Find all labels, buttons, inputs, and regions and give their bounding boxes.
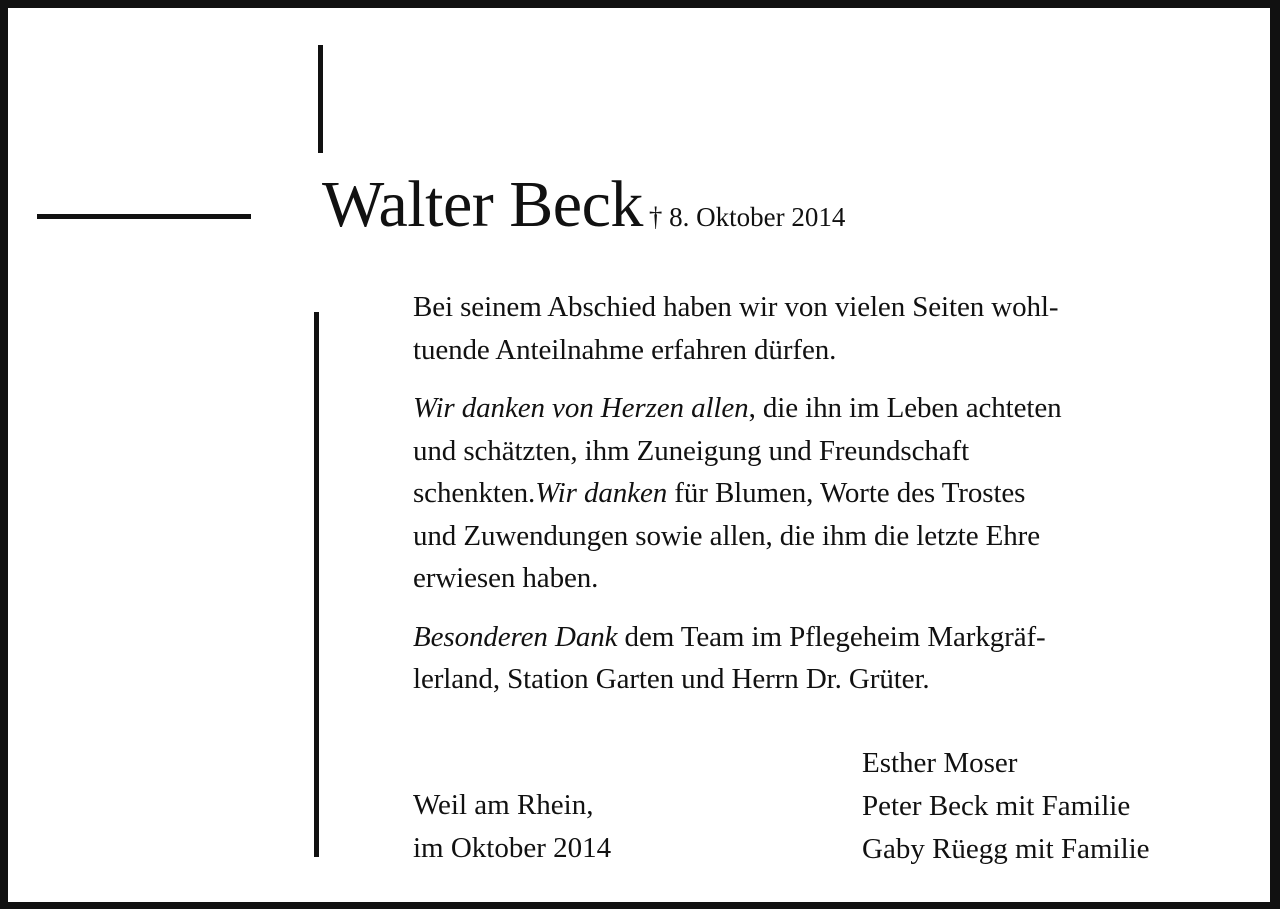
heading: [322, 168, 846, 241]
italic-phrase: Besonderen Dank: [413, 620, 618, 653]
text-line: [413, 616, 1243, 659]
signer: Esther Moser: [862, 747, 1018, 779]
deceased-name: Walter Beck: [322, 168, 643, 241]
paragraph-2: [413, 387, 1243, 600]
place-line: Weil am Rhein,: [413, 789, 594, 821]
paragraph-1: [413, 286, 1243, 371]
text-line: [413, 387, 1243, 430]
text-line: erwiesen haben.: [413, 562, 599, 594]
text-line: lerland, Station Garten und Herrn Dr. Grüter.: [413, 663, 930, 695]
place-and-date: [413, 784, 611, 870]
date-line: im Oktober 2014: [413, 832, 612, 864]
cross-horizontal-rule: [37, 214, 251, 219]
text-fragment: , die ihn im Leben achteten: [748, 392, 1062, 424]
text-line: tuende Anteilnahme erfahren dürfen.: [413, 333, 837, 366]
text-line: [413, 472, 1243, 515]
cross-vertical-top-rule: [318, 45, 323, 153]
italic-phrase: Wir danken: [535, 477, 668, 509]
cross-vertical-main-rule: [314, 312, 319, 857]
text-fragment: für Blumen, Worte des Trostes: [667, 477, 1026, 509]
signers-list: [862, 742, 1150, 871]
paragraph-3: [413, 616, 1243, 701]
signer: Peter Beck mit Familie: [862, 790, 1131, 822]
text-line: und schätzten, ihm Zuneigung und Freundschaft: [413, 434, 970, 467]
thank-you-text: [413, 286, 1243, 717]
death-date: † 8. Oktober 2014: [648, 202, 846, 232]
italic-phrase: Wir danken von Herzen allen: [413, 392, 749, 424]
text-line: Bei seinem Abschied haben wir von vielen Seiten wohl-: [413, 291, 1059, 323]
signer: Gaby Rüegg mit Familie: [862, 833, 1150, 865]
text-fragment: schenkten.: [413, 477, 536, 509]
text-line: und Zuwendungen sowie allen, die ihm die letzte Ehre: [413, 519, 1040, 552]
text-fragment: dem Team im Pflegeheim Markgräf-: [617, 620, 1046, 653]
